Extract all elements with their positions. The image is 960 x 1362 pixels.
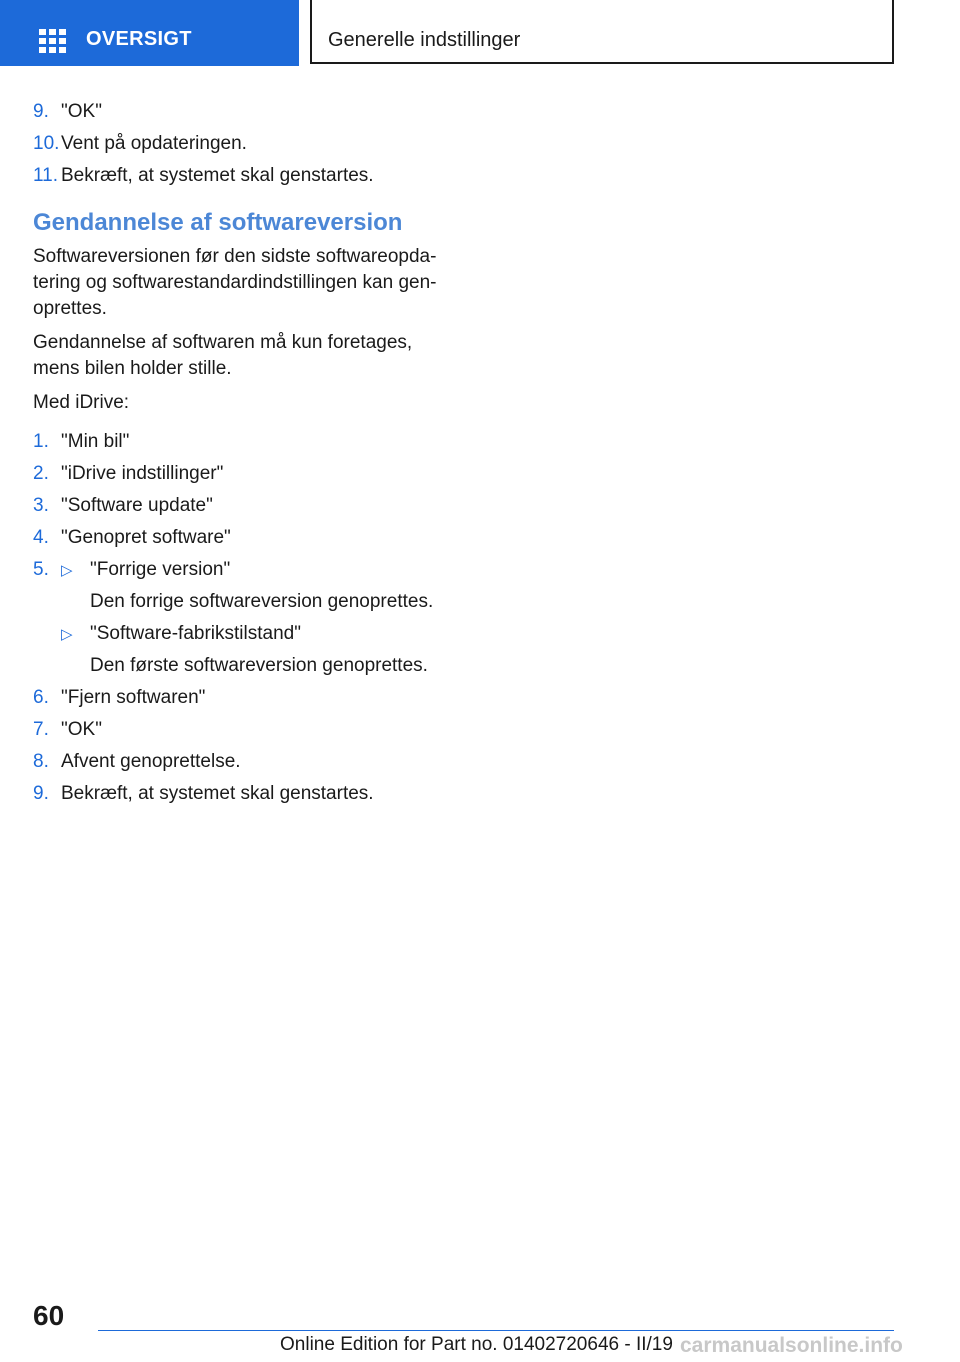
step-text: "Genopret software"	[61, 527, 231, 548]
list-item	[33, 750, 443, 774]
list-item	[33, 718, 443, 742]
list-item	[33, 494, 443, 518]
step-text: "Fjern softwaren"	[61, 687, 206, 708]
section-title: Generelle indstillinger	[328, 29, 521, 51]
step-number: 4.	[33, 527, 49, 548]
steps-continued-list	[33, 100, 443, 188]
step-number: 9.	[33, 101, 49, 122]
step-number: 11.	[33, 165, 59, 186]
list-item	[33, 686, 443, 710]
step-text: Bekræft, at systemet skal genstartes.	[61, 783, 374, 804]
section-heading: Gendannelse af softwareversion	[33, 209, 403, 236]
note-paragraph: Gendannelse af softwaren må kun foretages, mens bilen holder stille.	[33, 332, 413, 379]
option-description: Den første softwareversion genoprettes.	[90, 655, 428, 676]
step-number: 3.	[33, 495, 49, 516]
step-number: 9.	[33, 783, 49, 804]
idrive-label: Med iDrive:	[33, 392, 130, 413]
list-item	[33, 462, 443, 486]
option-label: "Software-fabrikstilstand"	[90, 623, 301, 644]
step-text: "OK"	[61, 101, 102, 122]
step-text: Bekræft, at systemet skal genstartes.	[61, 165, 374, 186]
list-item	[33, 782, 443, 806]
page-content	[33, 100, 443, 814]
step-text: "Software update"	[61, 495, 213, 516]
page-header	[0, 0, 960, 66]
sub-option	[61, 558, 443, 614]
overview-label: OVERSIGT	[86, 28, 192, 50]
intro-paragraph: Softwareversionen før den sidste softwareopdatering og softwarestandardindstillingen kan genoprettes.	[33, 246, 437, 319]
step-number: 7.	[33, 719, 49, 740]
section-tab[interactable]	[310, 0, 894, 64]
steps-list	[33, 430, 443, 806]
triangle-right-icon: ▷	[61, 626, 73, 643]
step-number: 1.	[33, 431, 49, 452]
option-label: "Forrige version"	[90, 559, 231, 580]
list-item	[33, 558, 443, 678]
sub-option	[61, 622, 443, 678]
triangle-right-icon: ▷	[61, 562, 73, 579]
step-number: 5.	[33, 559, 49, 580]
step-text: "OK"	[61, 719, 102, 740]
footer-divider	[98, 1330, 894, 1331]
step-text: "Min bil"	[61, 431, 130, 452]
overview-tab[interactable]	[0, 0, 299, 66]
step-text: "iDrive indstillinger"	[61, 463, 224, 484]
list-item	[33, 132, 443, 156]
footer-edition: Online Edition for Part no. 01402720646 - II/19	[280, 1334, 673, 1355]
step-text: Afvent genoprettelse.	[61, 751, 241, 772]
grid-icon	[39, 29, 67, 53]
step-number: 2.	[33, 463, 49, 484]
step-number: 10.	[33, 133, 60, 154]
list-item	[33, 430, 443, 454]
option-description: Den forrige softwareversion genoprettes.	[90, 591, 434, 612]
step-text: Vent på opdateringen.	[61, 133, 247, 154]
page-number: 60	[33, 1300, 65, 1331]
watermark: carmanualsonline.info	[680, 1334, 903, 1357]
step-number: 6.	[33, 687, 49, 708]
list-item	[33, 164, 443, 188]
step-number: 8.	[33, 751, 49, 772]
list-item	[33, 100, 443, 124]
list-item	[33, 526, 443, 550]
